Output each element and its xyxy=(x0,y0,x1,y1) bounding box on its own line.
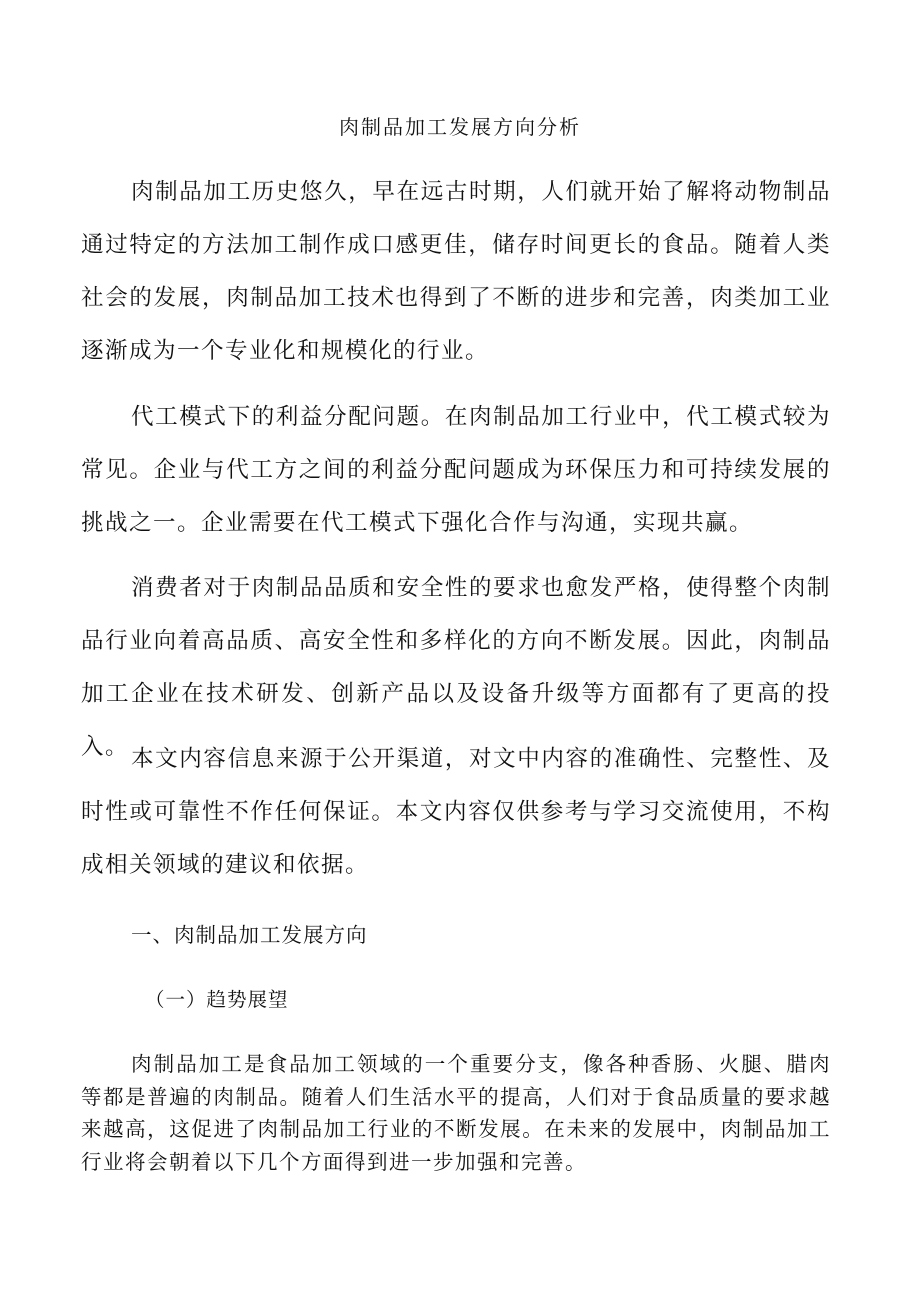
intro-paragraph: 肉制品加工历史悠久，早在远古时期，人们就开始了解将动物制品通过特定的方法加工制作成口感更佳，储存时间更长的食品。随着人类社会的发展，肉制品加工技术也得到了不断的进步和完善，肉类加工业逐渐成为一个专业化和规模化的行业。 xyxy=(81,179,831,364)
consumer-demand-paragraph: 消费者对于肉制品品质和安全性的要求也愈发严格，使得整个肉制品行业向着高品质、高安全性和多样化的方向不断发展。因此，肉制品加工企业在技术研发、创新产品以及设备升级等方面都有了更高的投入。 xyxy=(81,575,831,760)
trend-paragraph: 肉制品加工是食品加工领域的一个重要分支，像各种香肠、火腿、腊肉等都是普遍的肉制品。随着人们生活水平的提高，人们对于食品质量的要求越来越高，这促进了肉制品加工行业的不断发展。在未来的发展中，肉制品加工行业将会朝着以下几个方面得到进一步加强和完善。 xyxy=(81,1052,831,1174)
document-title: 肉制品加工发展方向分析 xyxy=(339,115,581,139)
section-heading: 一、肉制品加工发展方向 xyxy=(131,923,368,947)
profit-distribution-paragraph: 代工模式下的利益分配问题。在肉制品加工行业中，代工模式较为常见。企业与代工方之间的利益分配问题成为环保压力和可持续发展的挑战之一。企业需要在代工模式下强化合作与沟通，实现共赢。 xyxy=(81,404,831,536)
subsection-heading: （一）趋势展望 xyxy=(145,988,289,1011)
disclaimer-paragraph: 本文内容信息来源于公开渠道，对文中内容的准确性、完整性、及时性或可靠性不作任何保证。本文内容仅供参考与学习交流使用，不构成相关领域的建议和依据。 xyxy=(81,746,831,878)
